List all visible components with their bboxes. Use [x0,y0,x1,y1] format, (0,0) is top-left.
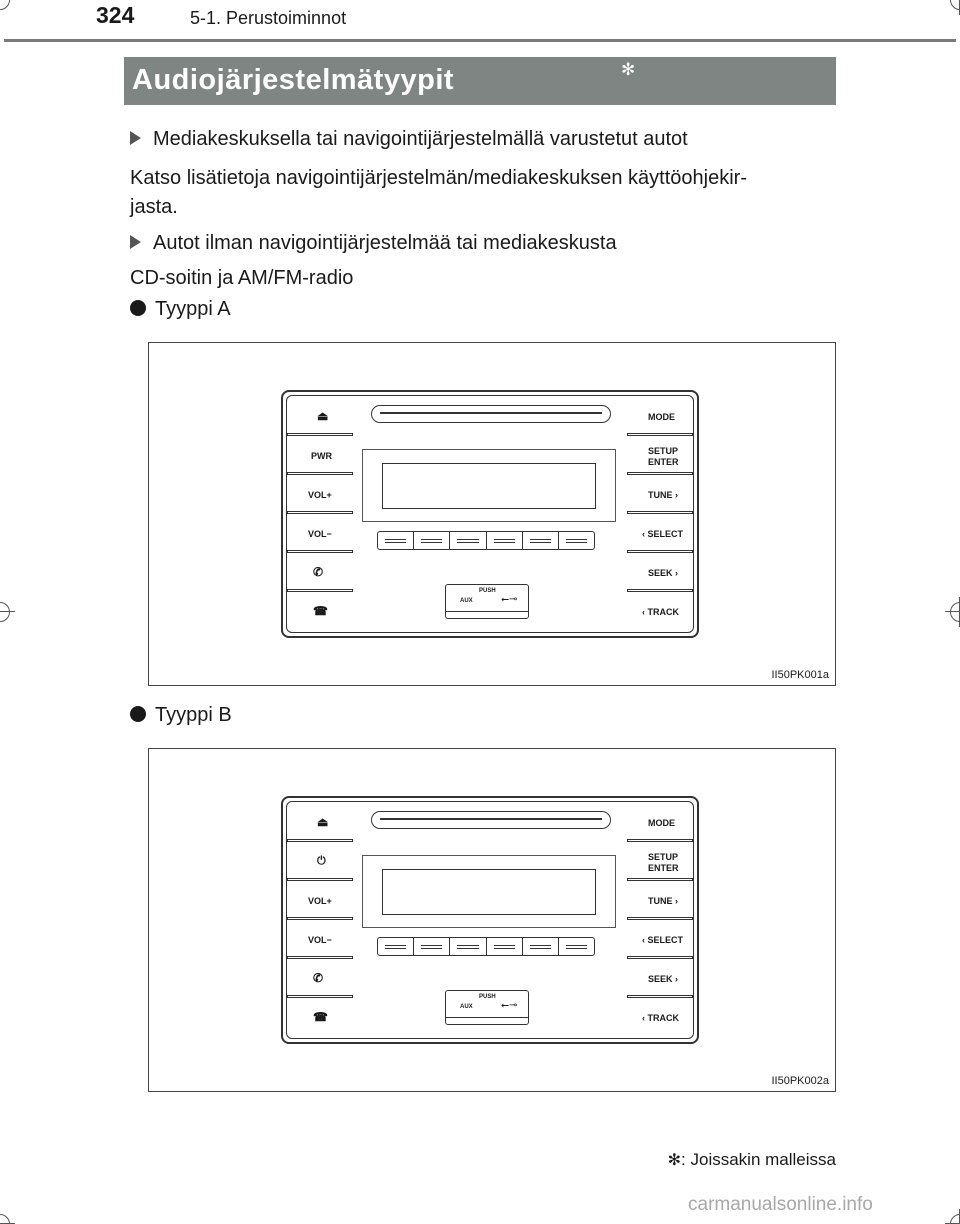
caption-type-a: Tyyppi A [130,294,231,325]
paragraph-line-2: jasta. [130,196,178,218]
audio-unit-type-a [281,390,699,638]
asterisk-icon: ✻ [667,1152,682,1169]
figure-type-a [148,342,836,686]
preset-buttons [377,937,595,956]
section-title: 5-1. Perustoiminnot [190,8,347,28]
select-label: ‹ SELECT [642,935,684,945]
cd-slot [371,811,611,829]
phone-icon: ✆ [313,565,324,579]
audio-unit-type-b [281,796,699,1044]
track-label: ‹ TRACK [642,607,679,617]
select-label: ‹ SELECT [642,529,684,539]
figure-id: II50PK001a [771,669,829,681]
page-number: 324 [96,2,135,28]
heading-bar [124,57,836,105]
caption-type-b: Tyyppi B [130,700,232,731]
seek-label: SEEK › [648,974,679,984]
hang-up-icon: ☎ [313,1010,328,1024]
paragraph-line-1: Katso lisätietoja navigointijärjestelmän/mediakeskuksen käyttöohjekir- [130,167,747,189]
tune-label: TUNE › [648,896,678,906]
figure-type-b [148,748,836,1092]
display-bezel [362,449,616,522]
crop-mark-top-right [945,0,960,15]
crop-mark-bottom-left [0,1209,15,1224]
eject-icon: ⏏ [317,409,329,423]
aux-label: AUX [460,598,473,604]
crop-mark-mid-right [945,597,960,627]
paragraph-cd-radio: CD-soitin ja AM/FM-radio [130,267,354,289]
vol-up-label: VOL+ [308,896,332,906]
track-label: ‹ TRACK [642,1013,679,1023]
vol-up-label: VOL+ [308,490,332,500]
enter-label: ENTER [648,863,679,873]
aux-usb-port [445,584,529,619]
circle-bullet-icon [130,706,146,722]
triangle-bullet-icon [130,235,141,249]
preset-buttons [377,531,595,550]
header-divider [4,39,956,42]
asterisk-icon: ✻ [621,60,636,79]
vol-down-label: VOL− [308,529,332,539]
tune-label: TUNE › [648,490,678,500]
setup-label: SETUP [648,446,679,456]
triangle-bullet-icon [130,131,141,145]
vol-down-label: VOL− [308,935,332,945]
cd-slot [371,405,611,423]
push-label: PUSH [479,994,496,1000]
usb-icon: ⭠⊸ [501,594,518,605]
display-screen [382,463,596,509]
crop-mark-top-left [0,0,15,15]
circle-bullet-icon [130,300,146,316]
footnote: ✻: Joissakin malleissa [667,1150,836,1169]
usb-icon: ⭠⊸ [501,1000,518,1011]
aux-usb-port [445,990,529,1025]
display-bezel [362,855,616,928]
seek-label: SEEK › [648,568,679,578]
phone-icon: ✆ [313,971,324,985]
mode-label: MODE [648,412,675,422]
crop-mark-mid-left [0,597,15,627]
mode-label: MODE [648,818,675,828]
item-navi-cars: Mediakeskuksella tai navigointijärjestelmällä varustetut autot [130,124,688,155]
item-non-navi-cars: Autot ilman navigointijärjestelmää tai mediakeskusta [130,228,617,259]
power-icon: ⏻ [317,855,326,867]
aux-label: AUX [460,1004,473,1010]
enter-label: ENTER [648,457,679,467]
setup-label: SETUP [648,852,679,862]
eject-icon: ⏏ [317,815,329,829]
figure-id: II50PK002a [771,1075,829,1087]
crop-mark-bottom-right [945,1209,960,1224]
watermark: carmanualsonline.info [688,1194,873,1215]
display-screen [382,869,596,915]
pwr-button-label: PWR [311,451,332,461]
hang-up-icon: ☎ [313,604,328,618]
push-label: PUSH [479,588,496,594]
heading-title: Audiojärjestelmätyypit [132,64,455,96]
